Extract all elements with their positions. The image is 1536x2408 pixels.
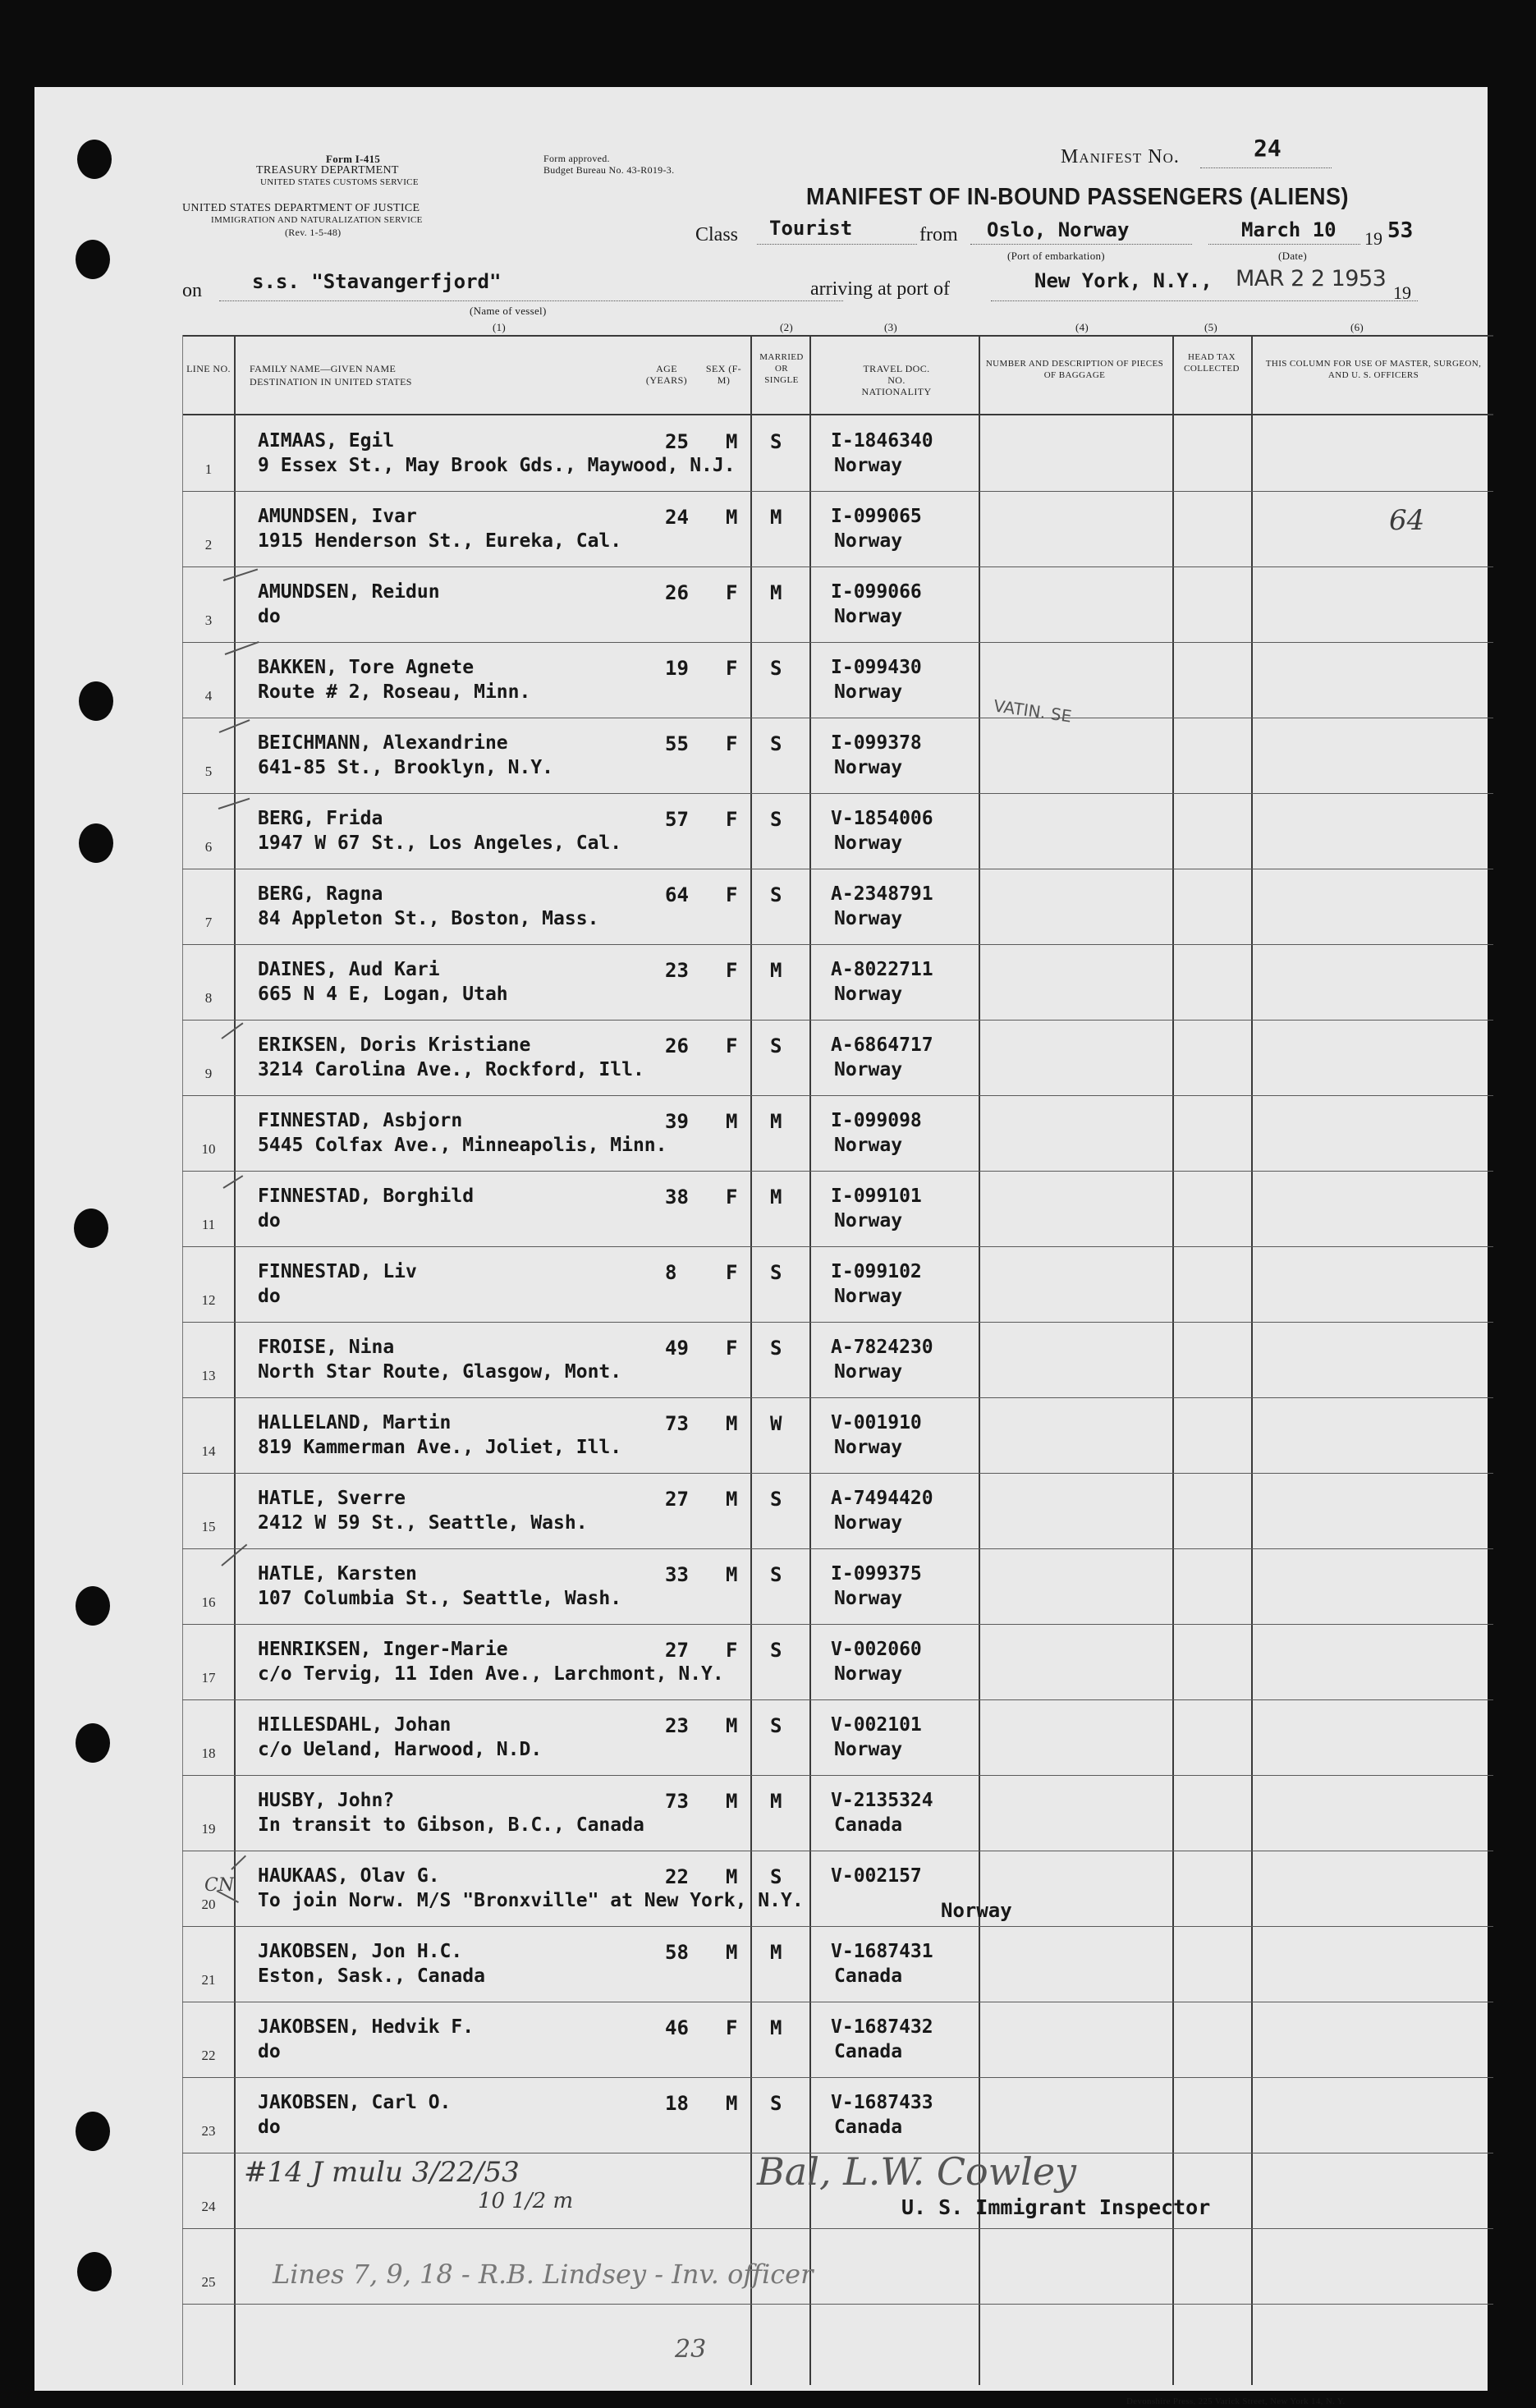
marital-status: S [770,1337,782,1360]
from-label: from [919,224,958,245]
passenger-sex: F [726,959,738,982]
passenger-name: HAUKAAS, Olav G. [258,1865,440,1887]
nationality: Norway [834,832,903,854]
passenger-age: 24 [665,506,689,529]
marital-status: W [770,1412,782,1435]
travel-doc-no: V-1687433 [831,2092,933,2113]
arrival-underline [991,300,1418,301]
passenger-destination: 84 Appleton St., Boston, Mass. [258,908,599,929]
nationality: Norway [834,757,903,778]
travel-doc-no: I-099430 [831,657,922,678]
travel-doc-no: V-2135324 [831,1790,933,1811]
colhead-name: FAMILY NAME—GIVEN NAME [250,363,397,374]
row-separator [182,1322,1493,1323]
line-number: 15 [201,1519,216,1534]
marital-status: S [770,883,782,906]
officer-note: 64 [1389,504,1425,537]
marital-status: M [770,1186,782,1209]
line-number: 8 [204,990,213,1006]
passenger-name: AMUNDSEN, Ivar [258,506,417,527]
passenger-sex: F [726,2016,738,2039]
date-underline [1208,244,1360,245]
row-separator [182,1775,1493,1776]
nationality: Norway [834,1135,903,1156]
marital-status: M [770,1110,782,1133]
arriving-label: arriving at port of [810,278,950,300]
revision-date: (Rev. 1-5-48) [285,227,342,238]
handwritten-row25-note: Lines 7, 9, 18 - R.B. Lindsey - Inv. officer [273,2259,814,2290]
passenger-age: 57 [665,808,689,831]
passenger-name: JAKOBSEN, Hedvik F. [258,2016,475,2038]
colhead-travel-doc: TRAVEL DOC. NO. NATIONALITY [861,363,932,397]
passenger-destination: Route # 2, Roseau, Minn. [258,681,531,703]
passenger-sex: M [726,430,738,453]
passenger-destination: 3214 Carolina Ave., Rockford, Ill. [258,1059,644,1080]
marital-status: S [770,732,782,755]
marital-status: S [770,1714,782,1737]
manifest-no-value: 24 [1254,135,1282,162]
passenger-name: BEICHMANN, Alexandrine [258,732,508,754]
passenger-name: BERG, Ragna [258,883,383,905]
budget-bureau: Budget Bureau No. 43-R019-3. [543,164,675,176]
colhead-officers: THIS COLUMN FOR USE OF MASTER, SURGEON, AND U. S. OFFICERS [1265,359,1482,380]
manifest-no-label: Manifest No. [1061,146,1180,167]
nationality: Norway [834,1512,903,1534]
binder-hole [74,1209,108,1248]
header-bottom-border [182,414,1493,415]
row-separator [182,642,1493,643]
passenger-age: 55 [665,732,689,755]
class-value: Tourist [769,217,853,240]
passenger-age: 73 [665,1790,689,1813]
line-number: 9 [204,1066,213,1081]
row-separator [182,2228,1493,2229]
passenger-destination: do [258,1210,281,1232]
passenger-sex: F [726,1639,738,1662]
partial-stamp: VATIN. SE [992,695,1073,727]
passenger-sex: M [726,1790,738,1813]
passenger-name: HALLELAND, Martin [258,1412,452,1433]
colhead-line-no: LINE NO. [186,363,231,374]
binder-hole [76,2112,110,2151]
passenger-sex: F [726,883,738,906]
travel-doc-no: I-099102 [831,1261,922,1282]
marital-status: S [770,1034,782,1057]
line-number: 20 [201,1897,216,1912]
manifest-no-underline [1200,167,1332,168]
line-number: 13 [201,1368,216,1383]
colhead-head-tax: HEAD TAX COLLECTED [1184,352,1240,374]
passenger-name: JAKOBSEN, Carl O. [258,2092,452,2113]
travel-doc-no: A-7824230 [831,1337,933,1358]
colhead-baggage: NUMBER AND DESCRIPTION OF PIECES OF BAGGAGE [985,359,1164,380]
travel-doc-no: V-1687432 [831,2016,933,2038]
marital-status: S [770,657,782,680]
passenger-age: 73 [665,1412,689,1435]
passenger-destination: c/o Tervig, 11 Iden Ave., Larchmont, N.Y. [258,1663,724,1685]
line-number: 19 [201,1821,216,1837]
row-separator [182,1926,1493,1927]
nationality: Norway [834,1361,903,1383]
colnum-1: (1) [493,321,507,333]
nationality: Norway [834,1588,903,1609]
travel-doc-no: I-099066 [831,581,922,603]
line-number: 7 [204,915,213,930]
passenger-age: 26 [665,581,689,604]
travel-doc-no: V-002101 [831,1714,922,1736]
passenger-age: 26 [665,1034,689,1057]
passenger-sex: M [726,2092,738,2115]
nationality: Norway [834,908,903,929]
line-number: 22 [201,2048,216,2063]
nationality: Norway [834,1059,903,1080]
passenger-name: ERIKSEN, Doris Kristiane [258,1034,531,1056]
nationality: Canada [834,2041,903,2062]
marital-status: M [770,1941,782,1964]
binder-hole [79,681,113,721]
line-number: 17 [201,1670,216,1686]
passenger-name: FROISE, Nina [258,1337,395,1358]
line-number: 12 [201,1292,216,1308]
nationality: Norway [834,530,903,552]
marital-status: M [770,581,782,604]
travel-doc-no: V-001910 [831,1412,922,1433]
printer-credit: Devonshire Press, 225 Varick Street, New York 14, N. Y. [1126,2397,1346,2406]
passenger-destination: c/o Ueland, Harwood, N.D. [258,1739,543,1760]
marital-status: M [770,506,782,529]
passenger-age: 39 [665,1110,689,1133]
passenger-sex: M [726,1563,738,1586]
passenger-age: 27 [665,1639,689,1662]
passenger-age: 64 [665,883,689,906]
check-mark [222,1175,243,1189]
passenger-destination: 9 Essex St., May Brook Gds., Maywood, N.J. [258,455,736,476]
line-number: 24 [201,2199,216,2214]
vessel-underline [219,300,843,301]
colnum-6: (6) [1350,321,1364,333]
marital-status: M [770,2016,782,2039]
passenger-name: AMUNDSEN, Reidun [258,581,440,603]
nationality: Norway [834,1286,903,1307]
travel-doc-no: A-8022711 [831,959,933,980]
customs-service: UNITED STATES CUSTOMS SERVICE [260,177,419,187]
passenger-name: HATLE, Karsten [258,1563,417,1585]
line-number: 10 [201,1141,216,1157]
vessel-name: s.s. "Stavangerfjord" [252,270,502,293]
nationality: Norway [834,1663,903,1685]
passenger-destination: do [258,1286,281,1307]
inspector-title: U. S. Immigrant Inspector [901,2195,1211,2219]
treasury-department: TREASURY DEPARTMENT [256,164,399,177]
line-number: 2 [204,537,213,553]
passenger-age: 22 [665,1865,689,1888]
marital-status: S [770,1865,782,1888]
colhead-destination: DESTINATION IN UNITED STATES [250,376,412,388]
row-separator [182,1020,1493,1021]
passenger-name: AIMAAS, Egil [258,430,395,452]
nationality: Norway [834,984,903,1005]
line-number: 16 [201,1594,216,1610]
binder-hole [79,823,113,863]
colhead-sex: SEX (F-M) [705,363,742,386]
passenger-sex: F [726,657,738,680]
passenger-age: 18 [665,2092,689,2115]
passenger-destination: do [258,2041,281,2062]
line-number: 5 [204,764,213,779]
check-mark [225,641,259,655]
colnum-5: (5) [1204,321,1218,333]
passenger-name: HENRIKSEN, Inger-Marie [258,1639,508,1660]
row-separator [182,566,1493,567]
row-separator [182,1473,1493,1474]
nationality: Norway [834,1210,903,1232]
nationality: Norway [834,1739,903,1760]
row-separator [182,1624,1493,1625]
line-number: 25 [201,2274,216,2290]
passenger-name: JAKOBSEN, Jon H.C. [258,1941,463,1962]
passenger-sex: M [726,1865,738,1888]
nationality: Norway [834,606,903,627]
arrival-port: New York, N.Y., [1034,269,1213,292]
passenger-destination: 641-85 St., Brooklyn, N.Y. [258,757,554,778]
passenger-destination: 5445 Colfax Ave., Minneapolis, Minn. [258,1135,667,1156]
justice-department: UNITED STATES DEPARTMENT OF JUSTICE [182,202,420,214]
travel-doc-no: A-2348791 [831,883,933,905]
passenger-age: 46 [665,2016,689,2039]
check-mark [221,1022,243,1039]
passenger-sex: M [726,1714,738,1737]
travel-doc-no: I-099378 [831,732,922,754]
form-number: Form I-415 [326,153,381,165]
marital-status: S [770,1261,782,1284]
vessel-caption: (Name of vessel) [470,305,547,317]
nationality: Norway [834,455,903,476]
passenger-name: BERG, Frida [258,808,383,829]
travel-doc-no: V-1854006 [831,808,933,829]
inspector-signature: Bal, L.W. Cowley [757,2149,1077,2194]
passenger-destination: Eston, Sask., Canada [258,1965,485,1987]
passenger-sex: M [726,1941,738,1964]
row-separator [182,793,1493,794]
marital-status: S [770,430,782,453]
passenger-age: 23 [665,959,689,982]
passenger-age: 8 [665,1261,677,1284]
on-label: on [182,280,202,301]
year-suffix: 53 [1387,218,1414,243]
handwritten-page-number: 23 [675,2335,707,2364]
passenger-age: 38 [665,1186,689,1209]
passenger-sex: F [726,1186,738,1209]
row-separator [182,2077,1493,2078]
passenger-destination: 107 Columbia St., Seattle, Wash. [258,1588,622,1609]
row-separator [182,1246,1493,1247]
nationality: Canada [834,2117,903,2138]
passenger-destination: In transit to Gibson, B.C., Canada [258,1814,644,1836]
passenger-destination: do [258,606,281,627]
passenger-destination: 819 Kammerman Ave., Joliet, Ill. [258,1437,622,1458]
table-top-border [182,335,1493,337]
line-number: 4 [204,688,213,704]
passenger-sex: M [726,1488,738,1511]
nationality: Norway [834,1437,903,1458]
arrival-year-prefix: 19 [1393,282,1411,303]
passenger-name: BAKKEN, Tore Agnete [258,657,475,678]
manifest-sheet [34,87,1488,2406]
colnum-3: (3) [884,321,898,333]
colnum-4: (4) [1075,321,1089,333]
travel-doc-no: V-1687431 [831,1941,933,1962]
manifest-title: MANIFEST OF IN-BOUND PASSENGERS (ALIENS) [806,184,1349,210]
nationality: Norway [834,681,903,703]
travel-doc-no: I-099065 [831,506,922,527]
row-separator [182,944,1493,945]
colhead-age: AGE (YEARS) [645,363,688,386]
passenger-name: FINNESTAD, Borghild [258,1186,475,1207]
passenger-sex: F [726,1034,738,1057]
row-separator [182,1171,1493,1172]
travel-doc-no: I-099101 [831,1186,922,1207]
port-caption: (Port of embarkation) [1007,250,1105,262]
binder-hole [76,1586,110,1626]
cn-mark: CN [204,1875,235,1896]
passenger-destination: North Star Route, Glasgow, Mont. [258,1361,622,1383]
passenger-age: 25 [665,430,689,453]
passenger-age: 19 [665,657,689,680]
nationality: Canada [834,1965,903,1987]
colnum-2: (2) [780,321,794,333]
colhead-married: MARRIED OR SINGLE [759,352,804,385]
passenger-age: 23 [665,1714,689,1737]
row-separator [182,1397,1493,1398]
ins-service: IMMIGRATION AND NATURALIZATION SERVICE [211,215,423,225]
passenger-name: DAINES, Aud Kari [258,959,440,980]
line-number: 23 [201,2123,216,2139]
passenger-age: 49 [665,1337,689,1360]
marital-status: S [770,1488,782,1511]
line-number: 18 [201,1745,216,1761]
passenger-name: FINNESTAD, Liv [258,1261,417,1282]
form-approved: Form approved. [543,153,610,164]
passenger-destination: To join Norw. M/S "Bronxville" at New York, N.Y. [258,1890,804,1911]
binder-hole [77,140,112,179]
travel-doc-no: V-002060 [831,1639,922,1660]
travel-doc-no: A-6864717 [831,1034,933,1056]
embark-port: Oslo, Norway [987,218,1130,241]
row-separator [182,2304,1493,2305]
travel-doc-no: I-1846340 [831,430,933,452]
marital-status: S [770,1639,782,1662]
passenger-sex: M [726,1412,738,1435]
row-separator [182,1699,1493,1700]
marital-status: S [770,2092,782,2115]
passenger-sex: M [726,506,738,529]
binder-hole [76,240,110,279]
travel-doc-no: I-099375 [831,1563,922,1585]
nationality: Canada [834,1814,903,1836]
arrival-date-stamp: MAR 2 2 1953 [1236,266,1387,291]
passenger-age: 58 [665,1941,689,1964]
row-separator [182,491,1493,492]
passenger-destination: 1915 Henderson St., Eureka, Cal. [258,530,622,552]
class-underline [757,244,917,245]
date-caption: (Date) [1278,250,1307,262]
line-number: 6 [204,839,213,855]
binder-hole [77,2252,112,2291]
class-label: Class [695,224,739,245]
row-separator [182,1095,1493,1096]
travel-doc-no: V-002157 [831,1865,922,1887]
passenger-name: FINNESTAD, Asbjorn [258,1110,463,1131]
passenger-sex: F [726,808,738,831]
line-number: 21 [201,1972,216,1988]
line-number: 14 [201,1443,216,1459]
passenger-age: 33 [665,1563,689,1586]
line-number: 1 [204,461,213,477]
marital-status: M [770,959,782,982]
line-number: 3 [204,612,213,628]
row-20-nationality: Norway [941,1899,1012,1922]
sailing-date: March 10 [1241,218,1337,241]
passenger-destination: 1947 W 67 St., Los Angeles, Cal. [258,832,622,854]
passenger-name: HILLESDAHL, Johan [258,1714,452,1736]
handwritten-row24-note: #14 J mulu 3/22/53 [244,2156,520,2189]
row-separator [182,1548,1493,1549]
passenger-destination: do [258,2117,281,2138]
marital-status: S [770,1563,782,1586]
check-mark [223,568,258,580]
marital-status: S [770,808,782,831]
passenger-sex: F [726,581,738,604]
passenger-sex: F [726,732,738,755]
handwritten-row24-sub: 10 1/2 m [478,2189,574,2213]
binder-hole [76,1723,110,1763]
passenger-sex: F [726,1337,738,1360]
year-prefix: 19 [1364,228,1382,249]
marital-status: M [770,1790,782,1813]
passenger-name: HATLE, Sverre [258,1488,406,1509]
passenger-sex: M [726,1110,738,1133]
travel-doc-no: I-099098 [831,1110,922,1131]
travel-doc-no: A-7494420 [831,1488,933,1509]
passenger-name: HUSBY, John? [258,1790,395,1811]
from-underline [970,244,1192,245]
line-number: 11 [201,1217,216,1232]
passenger-destination: 2412 W 59 St., Seattle, Wash. [258,1512,588,1534]
passenger-sex: F [726,1261,738,1284]
passenger-destination: 665 N 4 E, Logan, Utah [258,984,508,1005]
passenger-age: 27 [665,1488,689,1511]
